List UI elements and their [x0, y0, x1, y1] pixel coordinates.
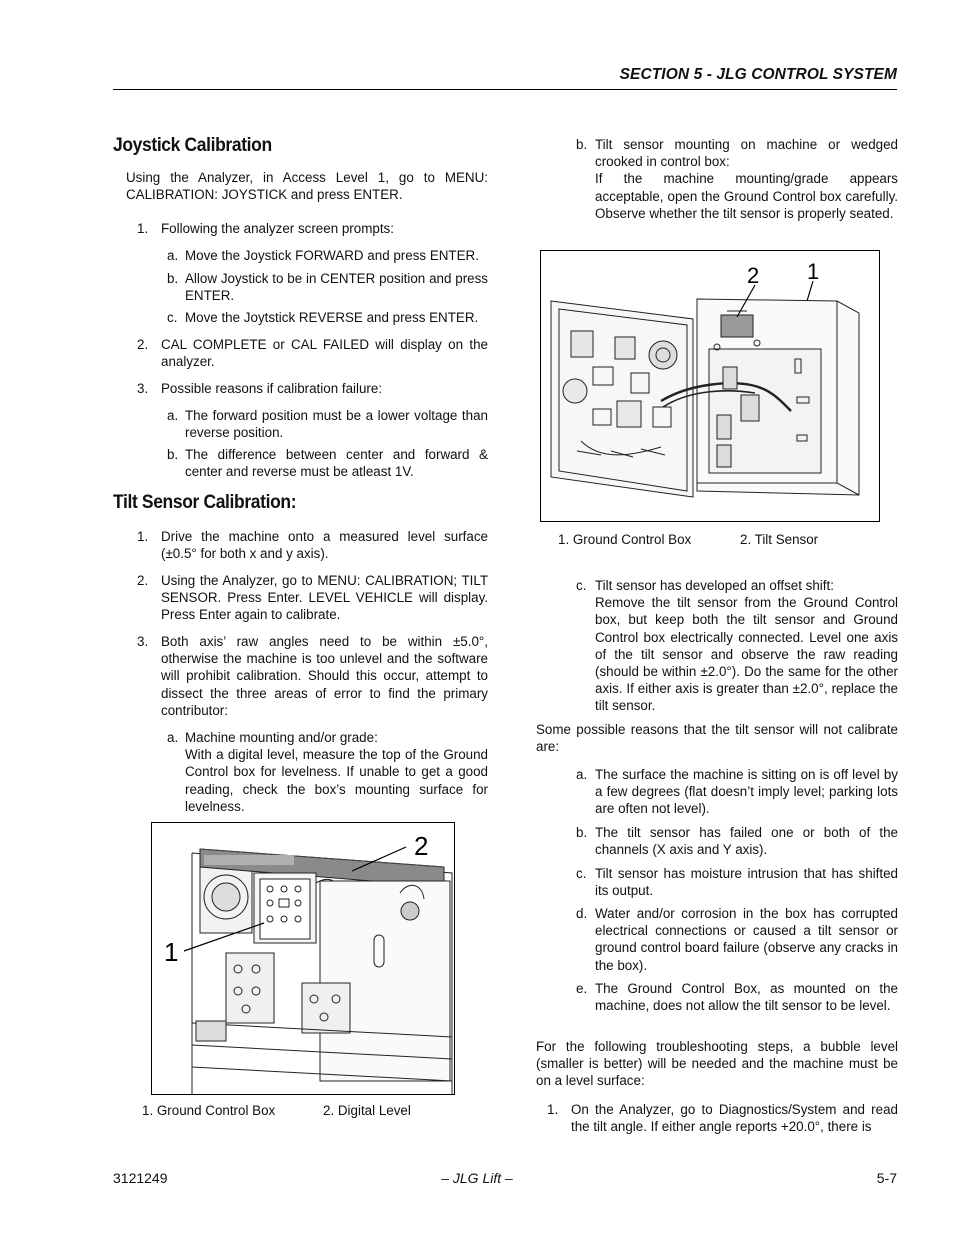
figure-tilt-sensor — [540, 250, 880, 522]
figure-left-caption-2: 2. Digital Level — [323, 1103, 411, 1118]
tilt-sensor-heading: Tilt Sensor Calibration: — [113, 492, 297, 513]
footer-page-number: 5-7 — [876, 1170, 897, 1186]
digital-level-illustration — [152, 823, 454, 1094]
tilt-sensor-illustration — [541, 251, 879, 521]
section-header: SECTION 5 - JLG CONTROL SYSTEM — [619, 66, 897, 83]
footer-center: – JLG Lift – — [441, 1170, 513, 1186]
header-rule — [113, 89, 897, 90]
figure-digital-level — [151, 822, 455, 1095]
tilt-step-3a-heading: Machine mounting and/or grade: — [185, 730, 378, 745]
callout-2: 2 — [414, 831, 429, 861]
tilt-step-3b-body: If the machine mounting/grade appears acceptable, open the Ground Control box carefully. Observe whether the tilt sensor is properly seated. — [595, 171, 898, 221]
troubleshoot-intro: For the following troubleshooting steps, a bubble level (smaller is better) will be needed and the machine must be on a level surface: — [536, 1039, 898, 1089]
footer-doc-number: 3121249 — [113, 1170, 168, 1186]
tilt-step-3c-body: Remove the tilt sensor from the Ground Control box, but keep both the tilt sensor and Ground Control box electrically connected. Level one axis of the tilt sensor and observe the raw reading (should be within ±2.0°). Do the same for the other axis. If either axis is greater than ±2.0°, replace the tilt sensor. — [595, 595, 898, 714]
tilt-step-3c-heading: Tilt sensor has developed an offset shift: — [595, 578, 834, 593]
figure-left-caption-1: 1. Ground Control Box — [142, 1103, 276, 1118]
figure-right-caption-2: 2. Tilt Sensor — [740, 532, 819, 547]
tilt-step-3a-body: With a digital level, measure the top of the Ground Control box for levelness. If unable to get a good reading, check the box’s mounting surface for levelness. — [185, 747, 488, 814]
callout-1: 1 — [164, 937, 179, 967]
reasons-intro: Some possible reasons that the tilt sensor will not calibrate are: — [536, 722, 898, 755]
callout-2: 2 — [747, 263, 760, 288]
tilt-step-3b-heading: Tilt sensor mounting on machine or wedged crooked in control box: — [595, 137, 898, 170]
figure-right-caption-1: 1. Ground Control Box — [558, 532, 692, 547]
joystick-intro: Using the Analyzer, in Access Level 1, go to MENU: CALIBRATION: JOYSTICK and press ENTER. — [126, 170, 488, 203]
callout-1: 1 — [807, 259, 820, 284]
joystick-calibration-heading: Joystick Calibration — [113, 135, 272, 156]
